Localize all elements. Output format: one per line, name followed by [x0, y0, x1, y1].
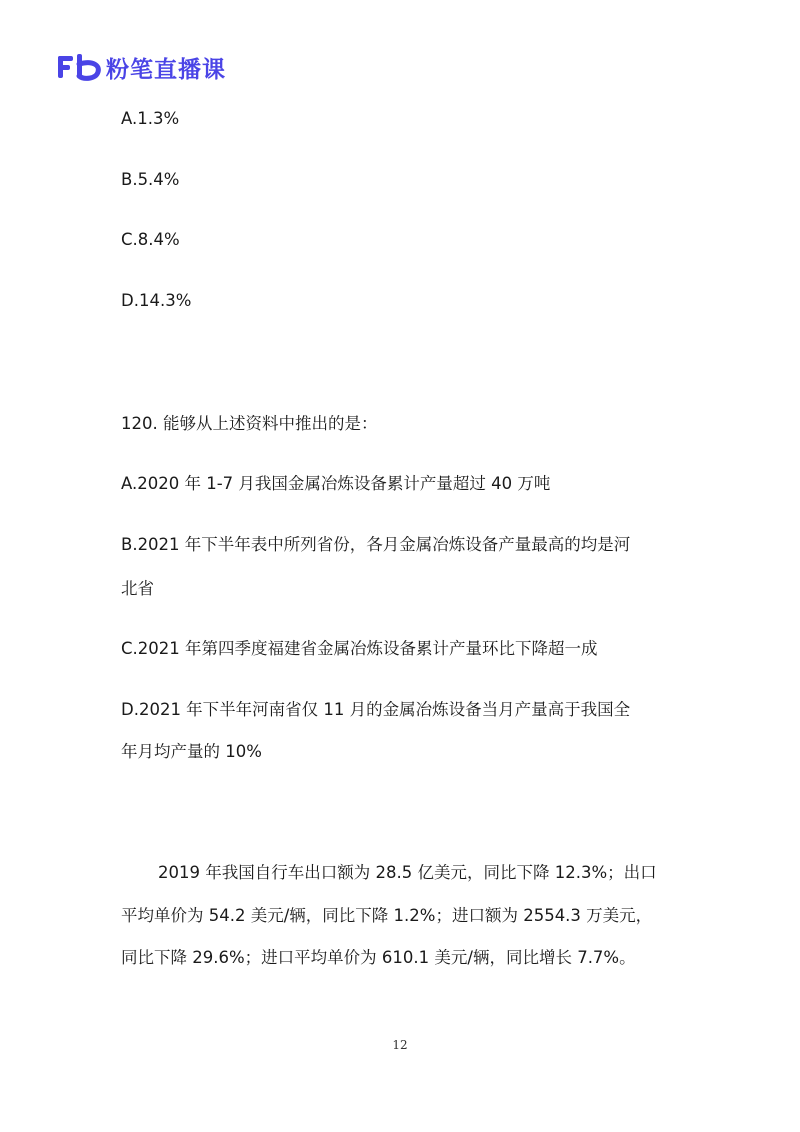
q120-option-b-line1: B.2021 年下半年表中所列省份，各月金属冶炼设备产量最高的均是河	[121, 535, 631, 554]
q120-option-c: C.2021 年第四季度福建省金属冶炼设备累计产量环比下降超一成	[121, 639, 598, 658]
page-number: 12	[392, 1038, 408, 1052]
q120-option-d-line1: D.2021 年下半年河南省仅 11 月的金属冶炼设备当月产量高于我国全	[121, 700, 631, 719]
q120-option-b-line2: 北省	[121, 579, 154, 598]
q120-option-a: A.2020 年 1-7 月我国金属冶炼设备累计产量超过 40 万吨	[121, 474, 551, 493]
q120-option-d-line2: 年月均产量的 10%	[121, 742, 262, 761]
q119-option-d: D.14.3%	[121, 291, 192, 310]
brand-name: 粉笔直播课	[106, 56, 226, 83]
q119-option-a: A.1.3%	[121, 109, 180, 128]
material-line2: 平均单价为 54.2 美元/辆，同比下降 1.2%；进口额为 2554.3 万美元，	[121, 906, 653, 925]
material-line3: 同比下降 29.6%；进口平均单价为 610.1 美元/辆，同比增长 7.7%。	[121, 948, 636, 967]
q120-stem: 120. 能够从上述资料中推出的是：	[121, 414, 378, 433]
q119-option-c: C.8.4%	[121, 230, 180, 249]
material-line1: 2019 年我国自行车出口额为 28.5 亿美元，同比下降 12.3%；出口	[158, 863, 657, 882]
brand-header	[58, 50, 226, 84]
q119-option-b: B.5.4%	[121, 170, 180, 189]
fenbi-logo-icon	[58, 52, 102, 82]
